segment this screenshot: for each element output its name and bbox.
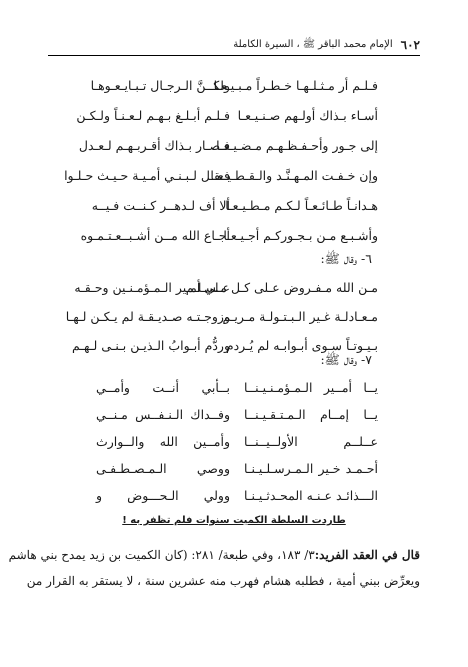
hemistich-first: فـلـم أبـلـغ بـهـم لـعـنـاً ولـكـن bbox=[76, 108, 230, 123]
hemistich-first: بــأبي أنــت وأمــي bbox=[96, 380, 230, 395]
hemistich-second: مـعـادلـة غـير الـبـتـولـة مـريـم bbox=[222, 309, 378, 324]
hemistich-second: يــا أمــير الـمـؤمـنـيـنــا bbox=[244, 380, 378, 395]
hemistich-first: ووصي الـمـصـطـفـى bbox=[96, 461, 230, 476]
verse bbox=[80, 226, 378, 246]
verse bbox=[96, 378, 378, 398]
hemistich-second: أحـمـد خـير الـمـرسـلـيـنـا bbox=[244, 461, 378, 476]
verse bbox=[76, 106, 378, 126]
verse bbox=[96, 459, 378, 479]
verse bbox=[96, 432, 378, 452]
hemistich-first: فـقـل لـبـنـي أمـيـة حـيـث حـلـوا bbox=[64, 168, 230, 183]
verse bbox=[78, 136, 378, 156]
prose-line bbox=[8, 545, 420, 565]
prose-line: ويعرِّض ببني أمية ، فطلبه هشام فهرب منه عشرين سنة ، لا يستقر به القرار من bbox=[26, 574, 420, 588]
hemistich-first: وردُّم أبـوابُ الـذيـن بـنـى لـهـم bbox=[72, 338, 230, 353]
page-header bbox=[48, 38, 420, 56]
hemistich-first: عـلي أمـير الـمـؤمـنـين وحـقـه bbox=[74, 280, 230, 295]
hemistich-first: وزوجـتـه صـديـقـة لم يـكـن لـهـا bbox=[65, 309, 230, 324]
section-heading: ٧- وقال ﷺ: bbox=[320, 352, 372, 367]
hemistich-first: فـصـار بـذاك أقـربـهـم لـعـدل bbox=[78, 138, 230, 153]
verse bbox=[96, 405, 378, 425]
verse bbox=[91, 196, 378, 216]
hemistich-first: وفــداك الـنـفــس مـنــي bbox=[96, 407, 230, 422]
citation-text: ٣/ ١٨٣، وفي طبعة/ ٢٨١: (كان الكميت بن زيد يمدح بني هاشم bbox=[8, 548, 315, 562]
citation-lead: قال في العقد الفريد: bbox=[314, 548, 420, 562]
hemistich-second: هـدانـاً طـائـعـاً لـكـم مـطـيـعـا bbox=[225, 198, 378, 213]
hemistich-first: ألا أف لـدهــر كـنــت فـيــه bbox=[91, 198, 230, 213]
running-title: الإمام محمد الباقر ﷺ ، السيرة الكاملة bbox=[233, 39, 393, 50]
hemistich-second: يــا إمــام الـمـتـقـيـنــا bbox=[244, 407, 378, 422]
hemistich-second: وإن خـفـت المـهـنَّـد والـقـطـيـعـا bbox=[210, 168, 378, 183]
page-number: ٦٠٢ bbox=[400, 38, 420, 52]
hemistich-first: وأمــين الله والــوارث bbox=[96, 434, 230, 449]
verse bbox=[96, 486, 378, 506]
hemistich-second: أسـاء بـذاك أولـهم صـنـيـعـا bbox=[237, 108, 378, 123]
hemistich-second: عــلــم الأولــيــنــا bbox=[244, 434, 378, 449]
verse bbox=[74, 278, 378, 298]
verse bbox=[64, 166, 378, 186]
section-title: طاردت السلطة الكميت سنوات فلم تظفر به ! bbox=[122, 515, 346, 526]
hemistich-second: الـــذائـد عـنـه المحـدثـيـنـا bbox=[244, 488, 378, 503]
hemistich-first: أجـاع الله مــن أشـبــعـتـمـوه bbox=[80, 228, 230, 243]
verse bbox=[65, 307, 378, 327]
hemistich-first: ولكــنَّ الـرجـال تـبـايـعـوهـا bbox=[90, 78, 230, 93]
verse bbox=[90, 76, 378, 96]
hemistich-second: إلى جـور وأحـفـظـهـم مـضـيـعـا bbox=[216, 138, 378, 153]
hemistich-second: فـلـم أر مـثـلـهـا خـطـراً مـبـيـعـا bbox=[213, 78, 378, 93]
section-heading: ٦- وقال ﷺ: bbox=[320, 251, 372, 266]
hemistich-first: وولي الـحـــوض و bbox=[96, 488, 230, 503]
hemistich-second: مـن الله مـفـروض عـلى كـل مـسـلـم bbox=[185, 280, 378, 295]
hemistich-second: بـيـوتـاً سـوى أبـوابـه لم يُـردم bbox=[225, 338, 378, 353]
hemistich-second: وأشـبـع مـن بـجـوركـم أجـيـعـا bbox=[223, 228, 378, 243]
